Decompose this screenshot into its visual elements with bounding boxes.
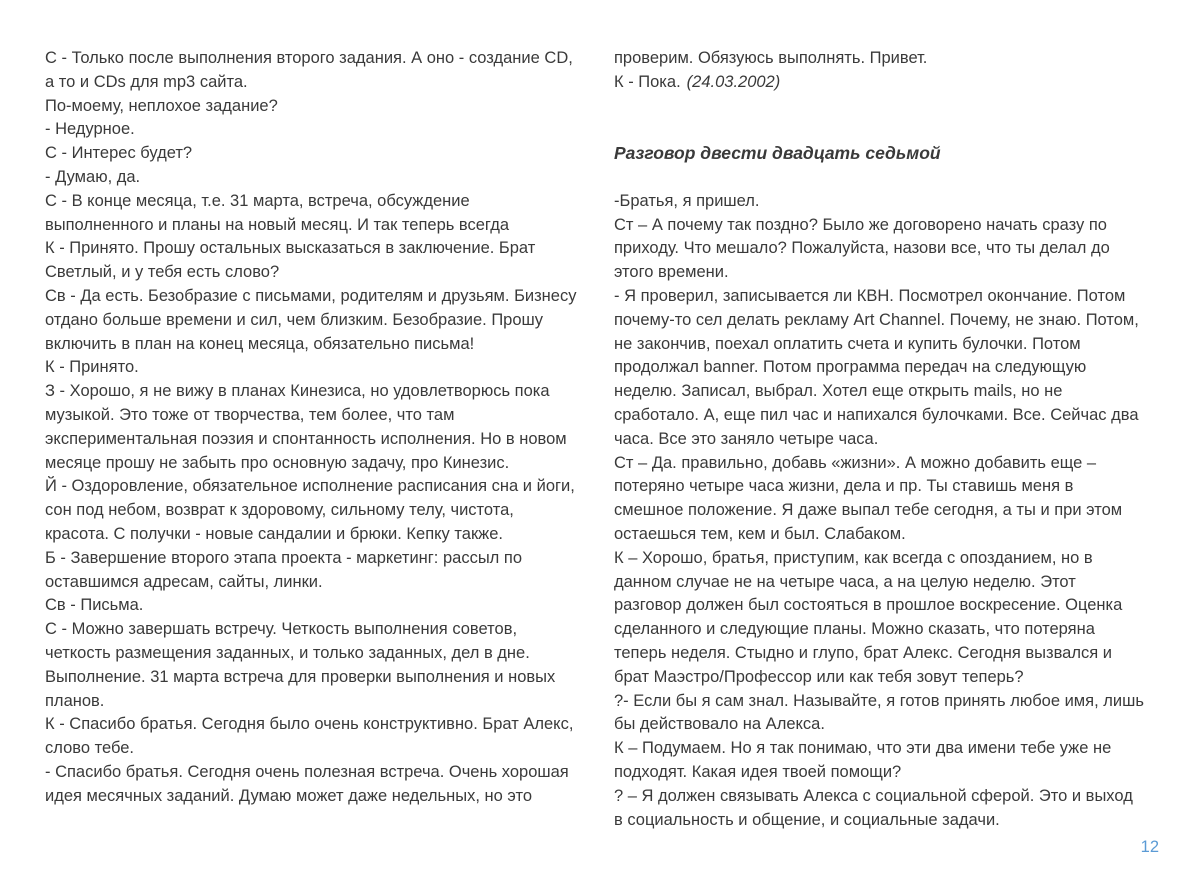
text-line: З - Хорошо, я не вижу в планах Кинезиса, но удовлетворюсь пока (45, 382, 550, 401)
text-line: отдано больше времени и сил, чем близким. Безобразие. Прошу (45, 310, 544, 329)
text-line: теперь неделя. Стыдно и глупо, брат Алекс. Сегодня вызвался и (614, 643, 1112, 662)
text-line: - Недурное. (45, 120, 135, 139)
text-line: - Я проверил, записывается ли КВН. Посмотрел окончание. Потом (614, 286, 1126, 305)
text-line: Св - Письма. (45, 596, 144, 615)
text-line: сделанного и следующие планы. Можно сказать, что потеряна (614, 620, 1095, 639)
text-line: не закончив, поехал оплатить счета и купить булочки. Потом (614, 334, 1081, 353)
text-line: ? – Я должен связывать Алекса с социальной сферой. Это и выход (614, 786, 1133, 805)
farewell-text: К - Пока. (614, 72, 681, 91)
text-line: Ст – Да. правильно, добавь «жизни». А можно добавить еще – (614, 453, 1097, 472)
text-line: -Братья, я пришел. (614, 191, 760, 210)
text-line: Ст – А почему так поздно? Было же договорено начать сразу по (614, 215, 1107, 234)
text-line: По-моему, неплохое задание? (45, 96, 278, 115)
right-column (614, 47, 1164, 832)
text-line: четкость размещения заданных, и только заданных, дел в дне. (45, 643, 530, 662)
text-line: С - В конце месяца, т.е. 31 марта, встреча, обсуждение (45, 191, 470, 210)
text-line: К – Хорошо, братья, приступим, как всегда с опозданием, но в (614, 548, 1093, 567)
page-number: 12 (1140, 838, 1159, 856)
text-line: экспериментальная поэзия и спонтанность исполнения. Но в новом (45, 429, 567, 448)
text-line: приходу. Что мешало? Пожалуйста, назови все, что ты делал до (614, 239, 1110, 258)
text-line: К – Подумаем. Но я так понимаю, что эти два имени тебе уже не (614, 739, 1112, 758)
text-line: этого времени. (614, 263, 729, 282)
text-line: красота. С получки - новые сандалии и брюки. Кепку также. (45, 524, 503, 543)
section-heading: Разговор двести двадцать седьмой (614, 143, 941, 164)
text-line: слово тебе. (45, 739, 134, 758)
text-line: часа. Все это заняло четыре часа. (614, 429, 879, 448)
left-column (45, 47, 595, 809)
text-line: почему-то сел делать рекламу Art Channel. Почему, не знаю. Потом, (614, 310, 1139, 329)
text-line: включить в план на конец месяца, обязательно письма! (45, 334, 475, 353)
text-line: потеряно четыре часа жизни, дела и пр. Ты ставишь меня в (614, 477, 1074, 496)
text-line: С - Интерес будет? (45, 144, 193, 163)
text-line: К - Принято. Прошу остальных высказаться в заключение. Брат (45, 239, 536, 258)
text-line: С - Только после выполнения второго задания. А оно - создание CD, (45, 49, 573, 67)
text-line: Й - Оздоровление, обязательное исполнение расписания сна и йоги, (45, 477, 575, 496)
text-line: Светлый, и у тебя есть слово? (45, 263, 280, 282)
text-line: ?- Если бы я сам знал. Называйте, я готов принять любое имя, лишь (614, 691, 1144, 710)
text-line: месяце прошу не забыть про основную задачу, про Кинезис. (45, 453, 510, 472)
text-line: смешное положение. Я даже выпал тебе сегодня, а ты и при этом (614, 501, 1123, 520)
text-line: остаешься тем, кем и был. Слабаком. (614, 524, 906, 543)
text-line: К - Принято. (45, 358, 139, 377)
text-line: планов. (45, 691, 105, 710)
text-line: - Думаю, да. (45, 167, 141, 186)
text-line: Б - Завершение второго этапа проекта - маркетинг: рассыл по (45, 548, 523, 567)
text-line: данном случае не на четыре часа, а на целую неделю. Этот (614, 572, 1076, 591)
text-line: К - Спасибо братья. Сегодня было очень конструктивно. Брат Алекс, (45, 715, 574, 734)
text-line: Выполнение. 31 марта встреча для проверки выполнения и новых (45, 667, 556, 686)
text-line: сработало. А, еще пил час и напихался булочками. Все. Сейчас два (614, 405, 1139, 424)
text-line: разговор должен был состояться в прошлое воскресение. Оценка (614, 596, 1123, 615)
text-line: Св - Да есть. Безобразие с письмами, родителям и друзьям. Бизнесу (45, 286, 577, 305)
text-line: С - Можно завершать встречу. Четкость выполнения советов, (45, 620, 518, 639)
text-line: а то и CDs для mp3 сайта. (45, 72, 248, 91)
text-line: проверим. Обязуюсь выполнять. Привет. (614, 49, 928, 67)
date-annotation: (24.03.2002) (686, 72, 781, 91)
text-line: музыкой. Это тоже от творчества, тем более, что там (45, 405, 455, 424)
text-line: оставшимся адресам, сайты, линки. (45, 572, 323, 591)
text-line: бы действовало на Алекса. (614, 715, 825, 734)
text-line: подходят. Какая идея твоей помощи? (614, 762, 902, 781)
text-line: неделю. Записал, выбрал. Хотел еще открыть mails, но не (614, 382, 1063, 401)
text-line: идея месячных заданий. Думаю может даже недельных, но это (45, 786, 533, 805)
text-line: в социальность и общение, и социальные задачи. (614, 810, 1000, 829)
text-line: продолжал banner. Потом программа передач на следующую (614, 358, 1087, 377)
text-line: брат Маэстро/Профессор или как тебя зовут теперь? (614, 667, 1024, 686)
farewell-line (614, 71, 1164, 95)
text-line: выполненного и планы на новый месяц. И так теперь всегда (45, 215, 510, 234)
text-line: - Спасибо братья. Сегодня очень полезная встреча. Очень хорошая (45, 762, 569, 781)
text-line: сон под небом, возврат к здоровому, сильному телу, чистота, (45, 501, 514, 520)
